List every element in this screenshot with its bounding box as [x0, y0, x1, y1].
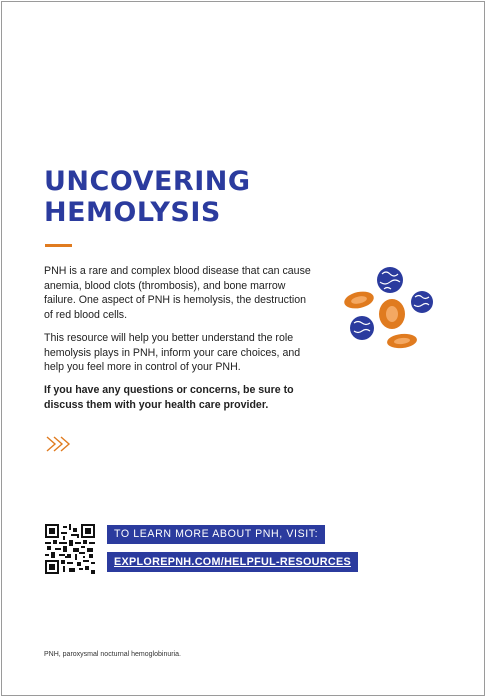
intro-paragraph: PNH is a rare and complex blood disease that can cause anemia, blood clots (thrombosis), and bone marrow failure. One aspect of PNH is hemolysis, the destruction of red blood cells.	[44, 265, 311, 321]
provider-paragraph: If you have any questions or concerns, be sure to discuss them with your health care provider.	[44, 384, 294, 411]
cta-label: TO LEARN MORE ABOUT PNH, VISIT:	[107, 525, 325, 544]
page-title	[44, 166, 251, 228]
title-line-1: UNCOVERING	[44, 166, 251, 197]
title-line-2: HEMOLYSIS	[44, 197, 221, 228]
qr-code-icon[interactable]	[45, 524, 95, 574]
blood-cells-icon	[342, 262, 438, 354]
double-chevron-right-icon	[44, 434, 74, 454]
accent-rule	[45, 244, 72, 247]
footnote: PNH, paroxysmal nocturnal hemoglobinuria.	[44, 651, 181, 658]
resource-paragraph: This resource will help you better understand the role hemolysis plays in PNH, inform your care choices, and help you feel more in control of your PNH.	[44, 332, 301, 373]
cta-url-link[interactable]: EXPLOREPNH.COM/HELPFUL-RESOURCES	[107, 552, 358, 572]
